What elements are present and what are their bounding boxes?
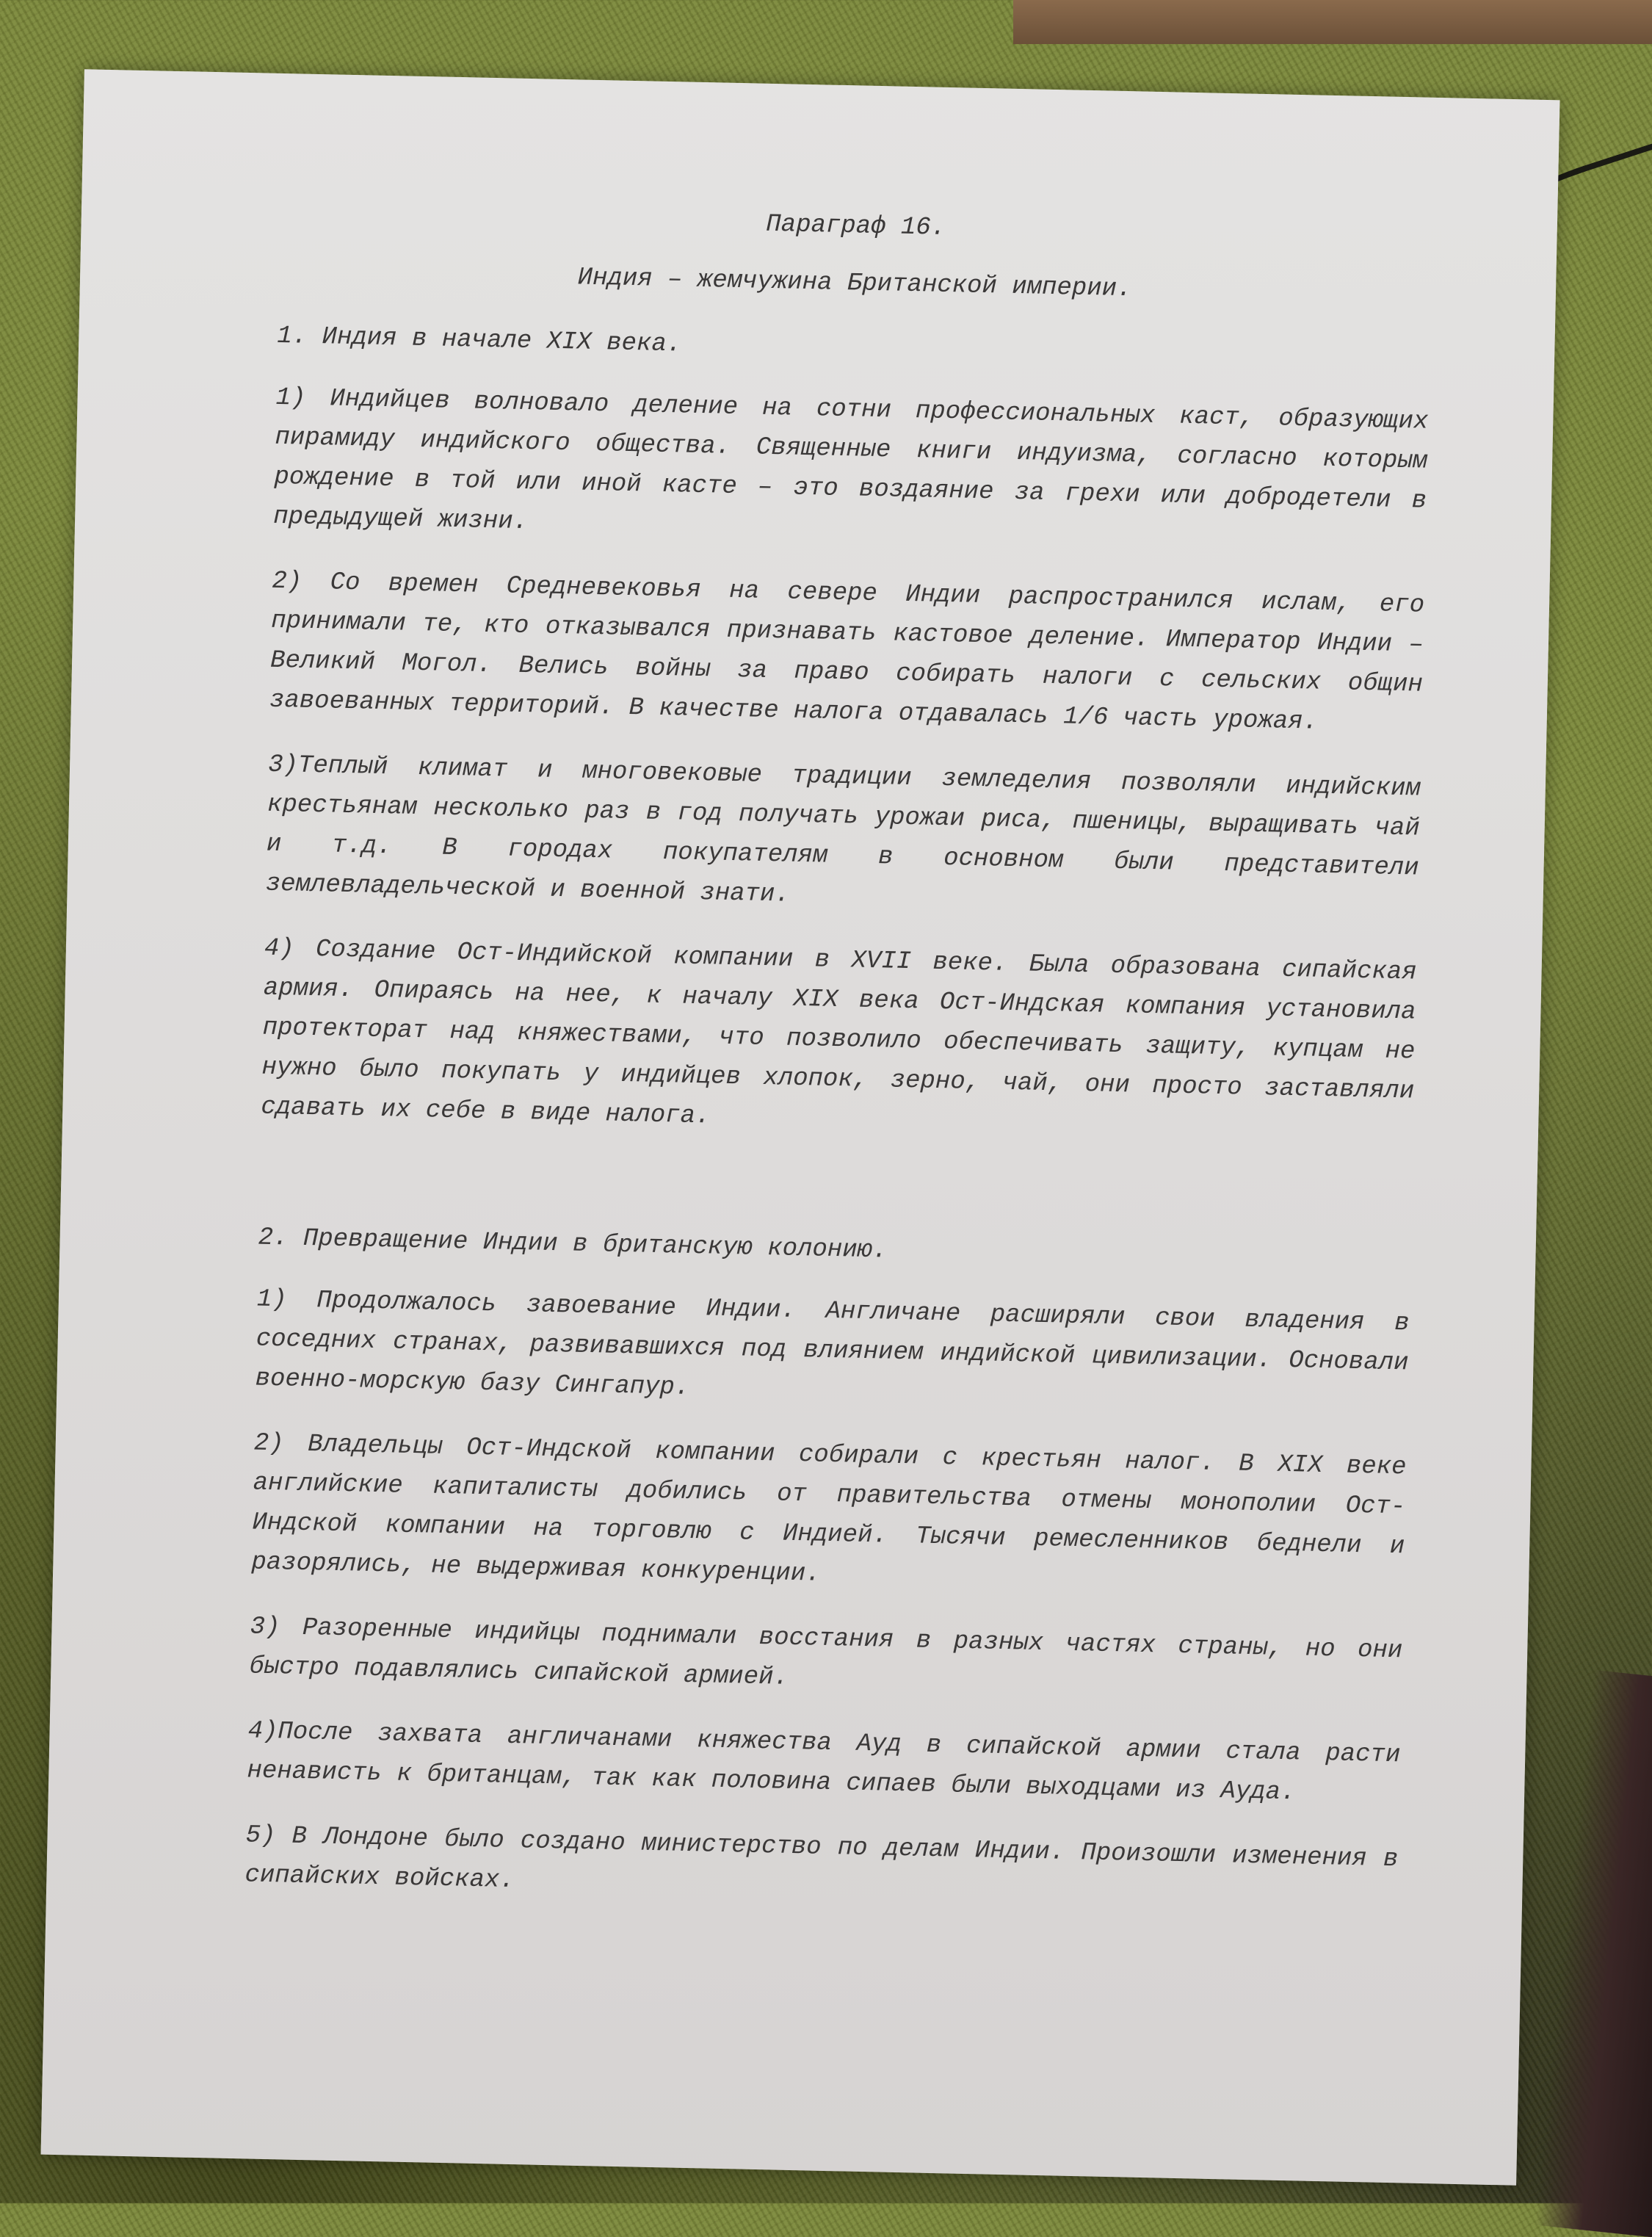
paragraph: 1) Индийцев волновало деление на сотни профессиональных каст, образующих пирамиду индийского общества. Священные книги индуизма, согласно которым рождение в той или иной касте – это воздаяние за грехи или добродетели в предыдущей жизни. [272,383,1429,537]
section-2 [244,1218,1411,1920]
page-subtitle: Индия – жемчужина Британской империи. [577,264,1132,304]
paragraph: 2) Со времен Средневековья на севере Индии распространился ислам, его принимали те, кто отказывался признавать кастовое деление. Император Индии – Великий Могол. Велись войны за право собирать налоги с сельских общин завоеванных территорий. В качестве налога отдавалась 1/6 часть урожая. [269,567,1425,737]
paragraph: 2) Владельцы Ост-Индской компании собирали с крестьян налог. В XIX веке английские капиталисты добились от правительства отмены монополии Ост-Индской компании на торговлю с Индией. Тысячи ремесленников беднели и разорялись, не выдерживая конкуренции. [251,1429,1407,1589]
background-shadow [1535,1670,1652,2237]
wooden-surface-corner [1013,0,1652,44]
section-heading: 2. Превращение Индии в британскую колонию. [258,1224,888,1265]
paragraph: 3)Теплый климат и многовековые традиции земледелия позволяли индийским крестьянам несколько раз в год получать урожаи риса, пшеницы, выращивать чай и т.д. В городах покупателям в основном были представители землевладельческой и военной знати. [265,751,1421,909]
document-body [244,195,1432,1944]
paragraph: 1) Продолжалось завоевание Индии. Англичане расширяли свои владения в соседних странах, развивавшихся под влиянием индийской цивилизации. Основали военно-морскую базу Сингапур. [255,1285,1410,1402]
paragraph: 4) Создание Ост-Индийской компании в XVII веке. Была образована сипайская армия. Опираясь на нее, к началу XIX века Ост-Индская компания установила протекторат над княжествами, что позволило обеспечивать защиту, купцам не нужно было покупать у индийцев хлопок, зерно, чай, они просто заставляли сдавать их себе в виде налога. [261,934,1417,1131]
section-1 [261,317,1430,1152]
paragraph: 5) В Лондоне было создано министерство по делам Индии. Произошли изменения в сипайских войсках. [244,1821,1399,1896]
page-title: Параграф 16. [765,210,946,242]
paragraph: 3) Разоренные индийцы поднимали восстания в разных частях страны, но они быстро подавлялись сипайской армией. [249,1613,1403,1692]
paragraph: 4)После захвата англичанами княжества Ауд в сипайской армии стала расти ненависть к британцам, так как половина сипаев были выходцами из Ауда. [247,1717,1401,1807]
section-heading: 1. Индия в начале XIX века. [277,322,682,359]
paper-sheet [40,69,1559,2185]
